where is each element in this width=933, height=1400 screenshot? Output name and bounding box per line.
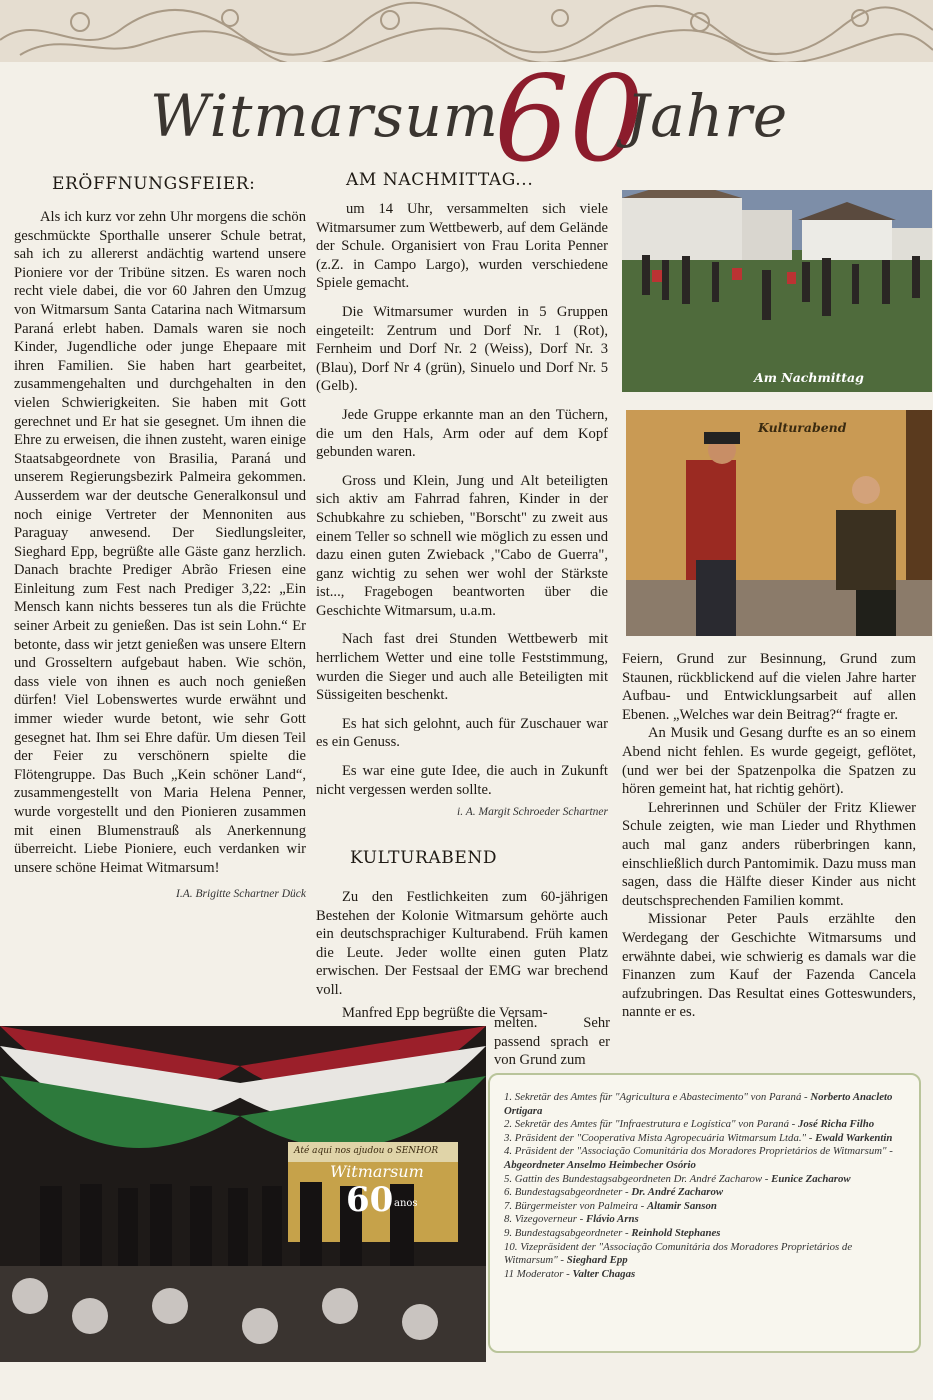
photo-kulturabend-image [626, 410, 932, 636]
kultur-p2b-block [494, 1014, 610, 1070]
article-nachmittag [316, 200, 608, 822]
floral-ornament-header [0, 0, 933, 62]
names-entry-8: 8. Vizegoverneur - Flávio Arns [504, 1213, 639, 1226]
kultur-p2a: Manfred Epp begrüßte die Versam- [342, 1004, 548, 1021]
names-entry-4: 4. Präsident der "Associação Comunitária dos Moradores Proprietários de Witmarsum" - Abgeordneter Anselmo Heimbecher Osório [504, 1145, 893, 1171]
caption-nachmittag: Am Nachmittag [754, 370, 864, 385]
title-jahre: Jahre [626, 82, 789, 150]
names-entry-6: 6. Bundestagsabgeordneter - Dr. André Zacharow [504, 1186, 724, 1199]
article-kultur-start [316, 888, 608, 1022]
article-kultur-cont [622, 650, 916, 1022]
nachmittag-p2: Die Witmarsumer wurden in 5 Gruppen eingeteilt: Zentrum und Dorf Nr. 1 (Rot), Fernheim und Dorf Nr. 2 (Weiss), Dorf Nr. 3 (Blau), Dorf Nr 4 (grün), Sinuelo und Dorf Nr. 5 (Gelb). [316, 303, 608, 395]
names-entry-9: 9. Bundestagsabgeordneter - Reinhold Stephanes [504, 1226, 721, 1239]
article-eroeffnung [14, 208, 306, 904]
photo-nachmittag-image [622, 190, 932, 392]
banner-witmarsum: Witmarsum [330, 1162, 424, 1181]
nachmittag-p4: Gross und Klein, Jung und Alt beteiligten sich aktiv am Fahrrad fahren, Kinder in der Schubkahre zu schieben, "Borscht" zu zweit aus einem Teller so schnell wie möglich zu essen und dazu einen guten Zwieback ,"Cabo de Guerra", ganz wichtig zu sehen wer wohl der Stärkste ist..., Fragebogen beantworten über die Geschichte Witmarsum, u.a.m. [316, 472, 608, 619]
kultur-c3-p2: An Musik und Gesang durfte es an so einem Abend nicht fehlen. Es wurde gegeigt, geflötet, (und wer bei der Spatzenpolka die Spatzen zu hören gemeint hat, hat richtig gehört). [622, 725, 916, 798]
names-entry-3: 3. Präsident der "Cooperativa Mista Agropecuária Witmarsum Ltda." - Ewald Warkentin [504, 1131, 893, 1144]
names-entry-10: 10. Vizepräsident der "Associação Comunitária dos Moradores Proprietários de Witmarsum" - Sieghard Epp [504, 1240, 853, 1267]
nachmittag-p1: um 14 Uhr, versammelten sich viele Witmarsumer zum Wettbewerb, auf dem Gelände der Schule. Organisiert von Frau Lorita Penner (z.Z. in Campo Largo), wurden verschiedene Spiele gemacht. [316, 201, 608, 292]
heading-nachmittag: AM NACHMITTAG... [346, 170, 534, 190]
kultur-c3-p4: Missionar Peter Pauls erzählte den Werdegang der Geschichte Witmarsums und erwähnte dabei, wie schwierig es damals war die Finanzen zum Kauf der Fazenda Cancela aufzubringen. Das Resultat eines Gotteswunders, nannte er es. [622, 911, 916, 1021]
kultur-p2b: melten. Sehr passend sprach er von Grund zum [494, 1015, 610, 1069]
names-entry-2: 2. Sekretär des Amtes für "Infraestrutura e Logística" von Paraná - José Richa Filho [504, 1118, 875, 1131]
title-number: 60 [494, 50, 645, 188]
photo-festsaal-image [0, 1026, 486, 1362]
names-entry-1: 1. Sekretär des Amtes für "Agricultura e Abastecimento" von Paraná - Norberto Anacleto Ortigara [504, 1091, 893, 1117]
signature-nachmittag: i. A. Margit Schroeder Schartner [457, 806, 608, 819]
banner-anos: anos [394, 1198, 418, 1209]
banner-motto: Até aqui nos ajudou o SENHOR [294, 1146, 439, 1156]
names-list-box [488, 1073, 921, 1353]
names-entry-7: 7. Bürgermeister von Palmeira - Altamir Sanson [504, 1199, 717, 1212]
photo-kulturabend [626, 410, 932, 636]
heading-eroeffnung: ERÖFFNUNGSFEIER: [52, 174, 256, 194]
kultur-p1: Zu den Festlichkeiten zum 60-jährigen Bestehen der Kolonie Witmarsum gehörte auch ein deutschsprachiger Kulturabend. Früh kamen die Leute. Jeder wollte einen guten Platz erwischen. Der Festsaal der EMG war brechend voll. [316, 889, 608, 998]
names-entry-5: 5. Gattin des Bundestagsabgeordneten Dr. André Zacharow - Eunice Zacharow [504, 1172, 851, 1185]
banner-number: 60 [346, 1180, 394, 1220]
signature-eroeffnung: I.A. Brigitte Schartner Dück [176, 888, 306, 901]
nachmittag-p6: Es hat sich gelohnt, auch für Zuschauer war es ein Genuss. [316, 715, 608, 751]
eroeffnung-text: Als ich kurz vor zehn Uhr morgens die schön geschmückte Sporthalle unserer Schule betrat, sah ich zu allererst andächtig wartend unsere Pioniere vor der Tribüne sitzen. Es waren noch recht viele dabei, die vor 60 Jahren den Umzug von Witmarsum Santa Catarina nach Witmarsum Paraná erlebt haben. Damals waren sie noch Kinder, Jugendliche oder junge Ehepaare mit ihren Familien. Sie haben hart gearbeitet, zusammengehalten und durchgehalten in den vielen Schwierigkeiten. Sie haben mit Gott gerechnet und Er hat sie gesegnet. Um ihnen die Ehre zu erweisen, die ihnen zusteht, waren einige Staatsabgeordnete von Brasilia, Paraná und unserem Regierungsbezirk Palmeira gekommen. Ausserdem war der deutsche Generalkonsul und noch einige Vertreter der Mennoniten aus Paraguay anwesend. Der Siedlungsleiter, Sieghard Epp, begrüßte alle Gäste ganz herzlich. Danach brachte Prediger Abrão Friesen eine Einleitung zum Fest nach Prediger 3,22: „Ein Mensch kann nichts besseres tun als die Früchte seiner Arbeit zu genießen. Das ist sein Lohn.“ Er betonte, dass wir jetzt genießen was unsere Eltern und Grosseltern aufgebaut haben. Wie schön, dass viele von ihnen es auch noch genießen dürfen! Viel Lobenswertes wurde erwähnt und immer wieder wurde betont, wie sehr Gott gesegnet hat. Ihm sei Ehre dafür. Um diesen Teil der Feier zu verschönern spielte die Flötengruppe. Das Buch „Kein schöner Land“, zusammengestellt von Maria Helena Penner, wurde vorgestellt und den Pionieren zusammen mit einen Blumenstrauß als Anerkennung überreicht. Liebe Pioniere, euch verdanken wir unsere schöne Heimat Witmarsum! [14, 209, 306, 876]
caption-kulturabend: Kulturabend [758, 420, 847, 435]
title-witmarsum: Witmarsum [150, 82, 499, 150]
heading-kulturabend: KULTURABEND [350, 848, 498, 868]
photo-festsaal [0, 1026, 486, 1362]
nachmittag-p3: Jede Gruppe erkannte man an den Tüchern, die um den Hals, Arm oder auf dem Kopf gebunden waren. [316, 406, 608, 461]
kultur-c3-p3: Lehrerinnen und Schüler der Fritz Kliewer Schule zeigten, wie man Lieder und Rhythmen auch mal ganz anders rüberbringen kann, einschließlich durch Pantomimik. Dazu muss man sagen, dass die Hälfte dieser Kinder aus nicht deutschsprechenden Familien kommt. [622, 799, 916, 909]
nachmittag-p5: Nach fast drei Stunden Wettbewerb mit herrlichem Wetter und eine tolle Feststimmung, wurden die Sieger und auch alle Beteiligten mit Süssigeiten beschenkt. [316, 631, 608, 704]
kultur-c3-p1: Feiern, Grund zur Besinnung, Grund zum Staunen, rückblickend auf die vielen Jahre harter Aufbau- und Entwicklungsarbeit auf allen Ebenen. „Welches war dein Beitrag?“ fragte er. [622, 651, 916, 723]
nachmittag-p7: Es war eine gute Idee, die auch in Zukunft nicht vergessen werden sollte. [316, 763, 608, 798]
names-entry-11: 11 Moderator - Valter Chagas [504, 1267, 636, 1280]
floral-swirl-icon [0, 0, 933, 62]
photo-nachmittag [622, 190, 932, 392]
